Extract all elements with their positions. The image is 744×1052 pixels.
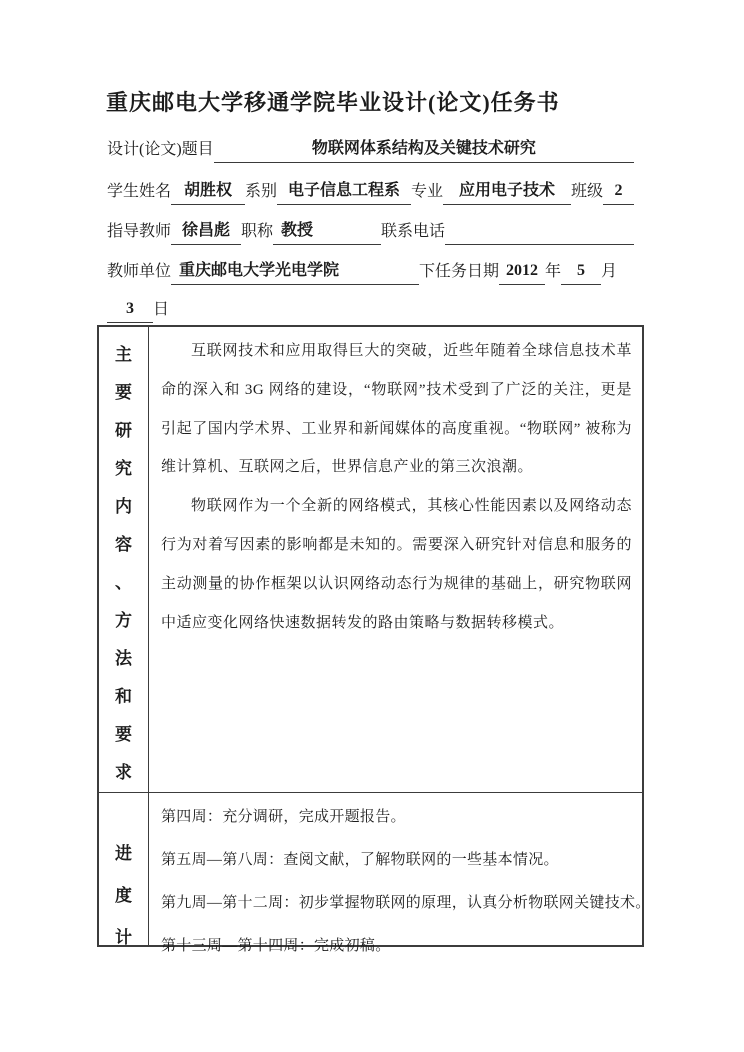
schedule-row-label <box>99 793 149 945</box>
department-value: 电子信息工程系 <box>277 180 411 205</box>
schedule-line: 第九周—第十二周：初步掌握物联网的原理，认真分析物联网关键技术。 <box>161 895 651 911</box>
research-row-label <box>99 327 149 792</box>
task-table <box>97 325 651 954</box>
advisor-label: 指导教师 <box>107 223 172 240</box>
advisor-value: 徐昌彪 <box>171 220 241 245</box>
major-label: 专业 <box>411 183 444 200</box>
unit-value: 重庆邮电大学光电学院 <box>171 260 419 285</box>
student-name-value: 胡胜权 <box>171 180 245 205</box>
year-label: 年 <box>545 263 562 280</box>
label-char: 主 <box>115 345 132 364</box>
table-row-schedule <box>99 793 651 954</box>
job-title-value: 教授 <box>273 220 381 245</box>
form-line-day <box>107 298 634 323</box>
page-title: 重庆邮电大学移通学院毕业设计(论文)任务书 <box>106 90 560 115</box>
month-label: 月 <box>601 263 618 280</box>
day-label: 日 <box>153 301 170 318</box>
year-value: 2012 <box>499 260 545 285</box>
form-line-student <box>107 180 634 205</box>
class-value: 2 <box>603 180 634 205</box>
label-char: 度 <box>115 886 132 905</box>
label-char: 、 <box>115 573 132 592</box>
job-title-label: 职称 <box>241 223 274 240</box>
label-char: 计 <box>115 928 132 947</box>
form-line-topic <box>107 138 634 163</box>
department-label: 系别 <box>245 183 278 200</box>
schedule-line: 第十三周—第十四周：完成初稿。 <box>161 938 391 954</box>
label-char: 和 <box>115 687 132 706</box>
form-line-advisor <box>107 220 634 245</box>
major-value: 应用电子技术 <box>443 180 571 205</box>
assign-date-label: 下任务日期 <box>419 263 500 280</box>
label-char: 求 <box>115 763 132 782</box>
label-char: 内 <box>115 497 132 516</box>
student-name-label: 学生姓名 <box>107 183 172 200</box>
label-char: 法 <box>115 649 132 668</box>
schedule-line: 第五周—第八周：查阅文献，了解物联网的一些基本情况。 <box>161 852 559 868</box>
topic-label: 设计(论文)题目 <box>107 141 214 158</box>
label-char: 方 <box>115 611 132 630</box>
label-char: 研 <box>115 421 132 440</box>
label-char: 进 <box>115 844 132 863</box>
topic-value: 物联网体系结构及关键技术研究 <box>214 138 634 163</box>
table-row-research <box>99 327 642 793</box>
label-char: 究 <box>115 459 132 478</box>
label-char: 要 <box>115 383 132 402</box>
schedule-content <box>149 793 655 954</box>
month-value: 5 <box>561 260 601 285</box>
label-char: 要 <box>115 725 132 744</box>
unit-label: 教师单位 <box>107 263 172 280</box>
schedule-line: 第四周：充分调研，完成开题报告。 <box>161 809 406 825</box>
research-paragraph: 互联网技术和应用取得巨大的突破，近些年随着全球信息技术革命的深入和 3G 网络的建设，“物联网”技术受到了广泛的关注，更是引起了国内学术界、工业界和新闻媒体的高度重视。“物联网” 被称为维计算机、互联网之后，世界信息产业的第三次浪潮。 <box>161 343 632 476</box>
research-content <box>149 327 642 792</box>
phone-value <box>445 223 634 245</box>
phone-label: 联系电话 <box>381 223 446 240</box>
day-value: 3 <box>107 298 153 323</box>
class-label: 班级 <box>571 183 604 200</box>
label-char: 容 <box>115 535 132 554</box>
research-paragraph: 物联网作为一个全新的网络模式，其核心性能因素以及网络动态行为对着写因素的影响都是未知的。需要深入研究针对信息和服务的主动测量的协作框架以认识网络动态行为规律的基础上，研究物联网中适应变化网络快速数据转发的路由策略与数据转移模式。 <box>161 498 632 631</box>
form-line-unit-date <box>107 260 634 285</box>
